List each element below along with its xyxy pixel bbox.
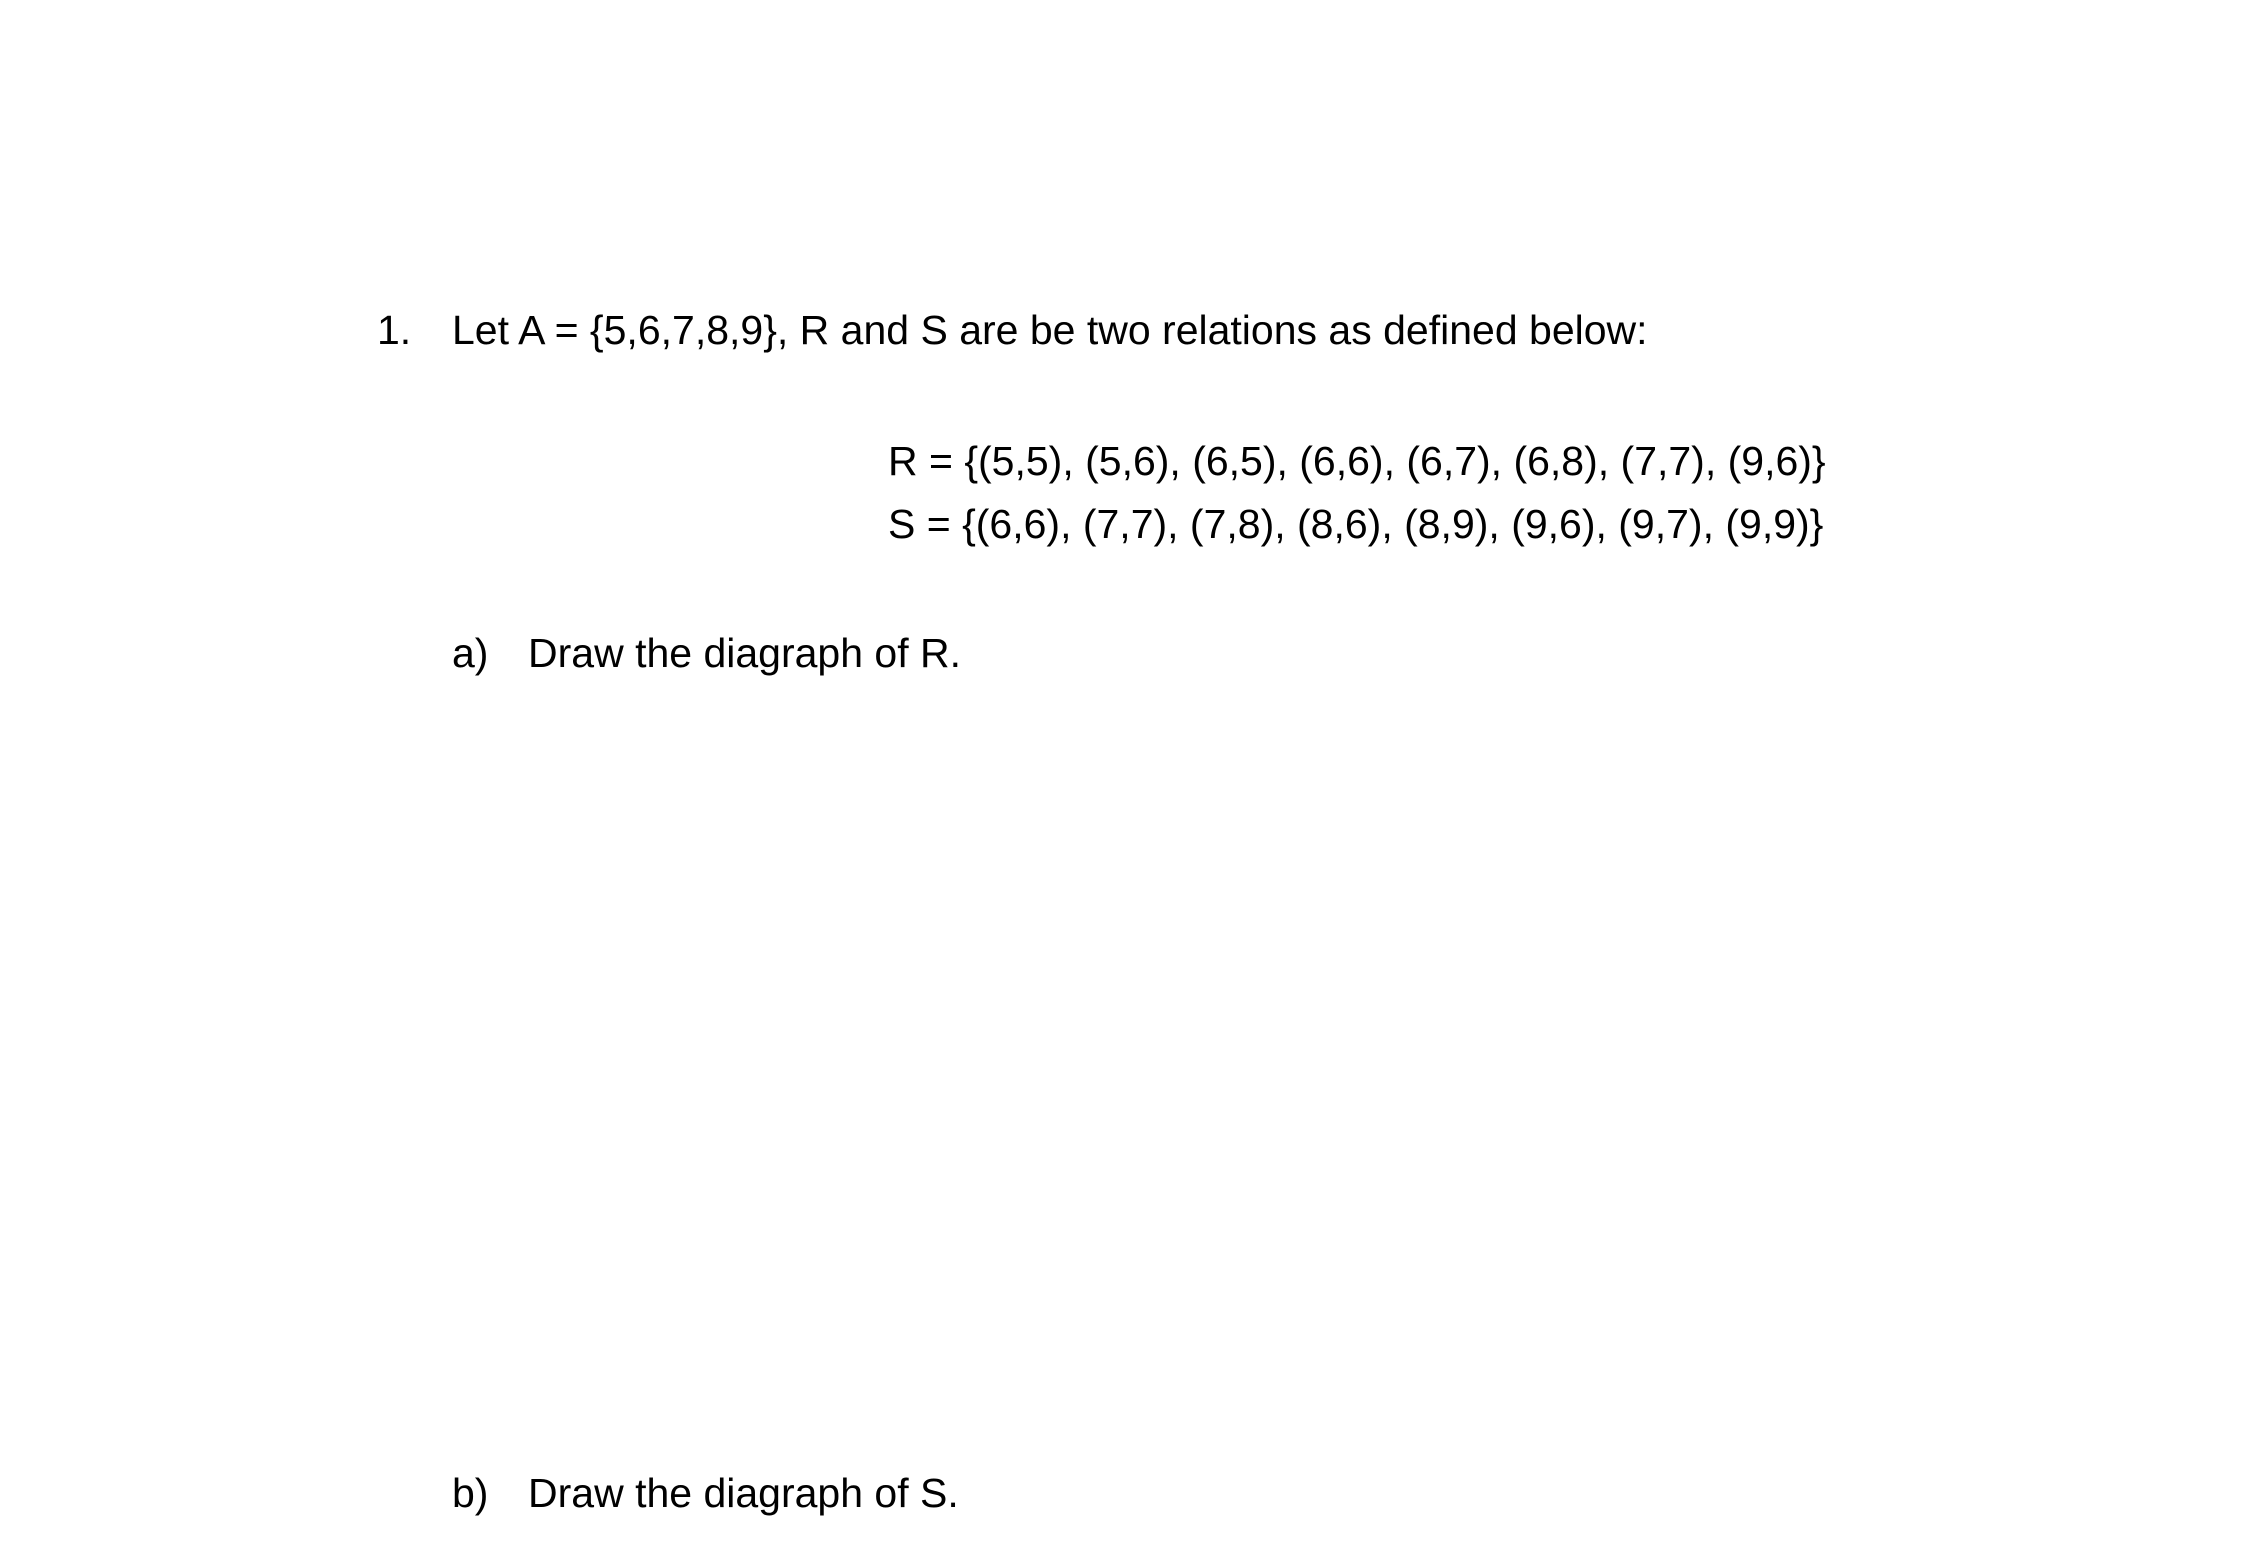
part-a-text: Draw the diagraph of R. xyxy=(528,630,962,676)
part-b-text: Draw the diagraph of S. xyxy=(528,1470,959,1516)
part-b-label: b) xyxy=(452,1470,489,1516)
question-number: 1. xyxy=(377,307,412,353)
question-text: Let A = {5,6,7,8,9}, R and S are be two relations as defined below: xyxy=(452,307,1648,353)
relation-s-definition: S = {(6,6), (7,7), (7,8), (8,6), (8,9), (9,6), (9,7), (9,9)} xyxy=(888,501,1824,547)
part-a-label: a) xyxy=(452,630,489,676)
relation-r-definition: R = {(5,5), (5,6), (6,5), (6,6), (6,7), (6,8), (7,7), (9,6)} xyxy=(888,438,1826,484)
